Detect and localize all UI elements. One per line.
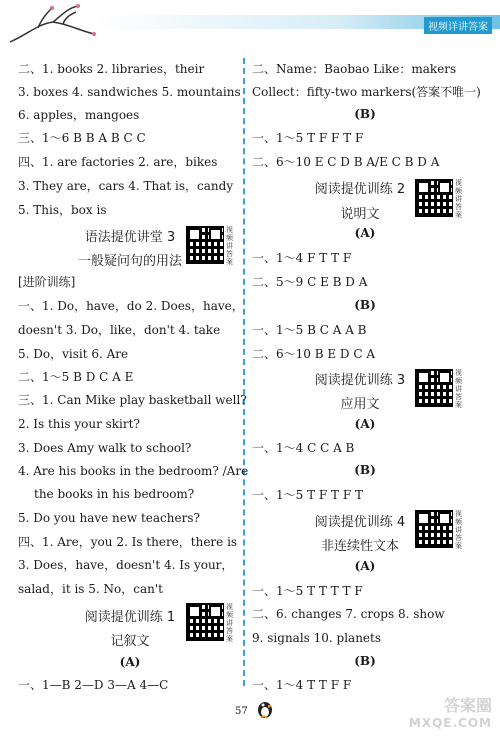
answer-line: 一、1～4 T T F F	[252, 678, 352, 692]
answer-line: doesn't 3. Do，like，don't 4. take	[18, 323, 221, 337]
qr-code[interactable]	[415, 510, 453, 548]
tree-branch-icon	[8, 4, 98, 44]
answer-line: Collect：fifty-two markers(答案不唯一)	[252, 85, 481, 99]
answer-line: 二、Name：Baobao Like：makers	[252, 62, 457, 76]
qr-code[interactable]	[186, 226, 224, 264]
answer-line: 4. Are his books in the bedroom? /Are	[18, 464, 249, 478]
answer-line: 9. signals 10. planets	[252, 631, 382, 645]
answer-line: 6. apples，mangoes	[18, 108, 140, 122]
part-label: (B)	[354, 463, 376, 477]
answer-line: 四、1. Are，you 2. Is there，there is	[18, 535, 238, 549]
qr-code[interactable]	[415, 369, 453, 407]
part-label: (B)	[354, 107, 376, 121]
page-number: 57	[235, 706, 248, 717]
answer-line: 二、6～10 E C D B A/E C B D A	[252, 155, 440, 169]
answer-line: 3. boxes 4. sandwiches 5. mountains	[18, 85, 241, 99]
answer-line: 一、1—B 2—D 3—A 4—C	[18, 678, 169, 692]
answer-line: salad，it is 5. No，can't	[18, 582, 163, 596]
watermark	[409, 693, 492, 730]
answer-line: 一、1～4 F T T F	[252, 251, 352, 265]
qr-label: 视频讲答案	[455, 179, 462, 219]
header-tag: 视频详讲答案	[424, 17, 492, 34]
answer-line: 二、5～9 C E B D A	[252, 275, 368, 289]
answer-line: 三、1～6 B B A B C C	[18, 131, 146, 145]
answer-line: 5. Do，visit 6. Are	[18, 347, 129, 361]
answer-line: 一、1～5 T F F T F	[252, 131, 364, 145]
section-label: [进阶训练]	[18, 275, 76, 289]
answer-line: 2. Is this your skirt?	[18, 417, 140, 431]
part-label: (A)	[119, 655, 141, 669]
answer-line: 5. This，box is	[18, 203, 107, 217]
section-title: 语法提优讲堂 3	[84, 230, 176, 245]
qr-label: 视频讲答案	[226, 603, 233, 643]
answer-line: 四、1. are factories 2. are，bikes	[18, 155, 218, 169]
answer-line: 5. Do you have new teachers?	[18, 511, 200, 525]
section-title: 阅读提优训练 1	[84, 610, 176, 625]
answer-line: 一、1～5 B C A A B	[252, 323, 367, 337]
answer-line: 二、1. books 2. libraries，their	[18, 62, 205, 76]
part-label: (A)	[354, 226, 376, 240]
answer-line: 一、1. Do，have，do 2. Does，have，	[18, 299, 244, 313]
section-subtitle: 一般疑问句的用法	[77, 254, 182, 269]
answer-line: 3. Does Amy walk to school?	[18, 441, 192, 455]
section-title: 阅读提优训练 4	[314, 515, 406, 530]
part-label: (A)	[354, 559, 376, 573]
qr-label: 视频讲答案	[226, 226, 233, 266]
section-subtitle: 说明文	[340, 207, 380, 222]
watermark-main: 答案圈	[443, 696, 492, 715]
qr-code[interactable]	[415, 179, 453, 217]
watermark-sub: MXQE.COM	[408, 716, 492, 730]
answer-line: 二、6. changes 7. crops 8. show	[252, 607, 445, 621]
part-label: (B)	[354, 654, 376, 668]
section-title: 阅读提优训练 2	[314, 182, 406, 197]
answer-line: 一、1～5 T T T T F	[252, 584, 363, 598]
answer-line: 3. Does，have，doesn't 4. Is your，	[18, 558, 234, 572]
qr-label: 视频讲答案	[455, 369, 462, 409]
qr-code[interactable]	[186, 603, 224, 641]
answer-line: 一、1～5 T F T F T	[252, 488, 364, 502]
section-subtitle: 非连续性文本	[320, 539, 399, 554]
qr-label: 视频讲答案	[455, 510, 462, 550]
answer-line: 二、1～5 B D C A E	[18, 370, 134, 384]
answer-line: 一、1～4 C C A B	[252, 441, 355, 455]
answer-line: the books in his bedroom?	[34, 487, 195, 501]
answer-line: 3. They are，cars 4. That is，candy	[18, 179, 234, 193]
section-title: 阅读提优训练 3	[314, 373, 406, 388]
answer-line: 二、6～10 B E D C A	[252, 347, 376, 361]
bird-mascot-icon	[254, 696, 276, 720]
part-label: (B)	[354, 298, 376, 312]
section-subtitle: 记叙文	[110, 634, 150, 649]
section-subtitle: 应用文	[340, 397, 380, 412]
answer-line: 三、1. Can Mike play basketball well?	[18, 393, 247, 407]
column-divider	[243, 58, 245, 686]
part-label: (A)	[354, 417, 376, 431]
